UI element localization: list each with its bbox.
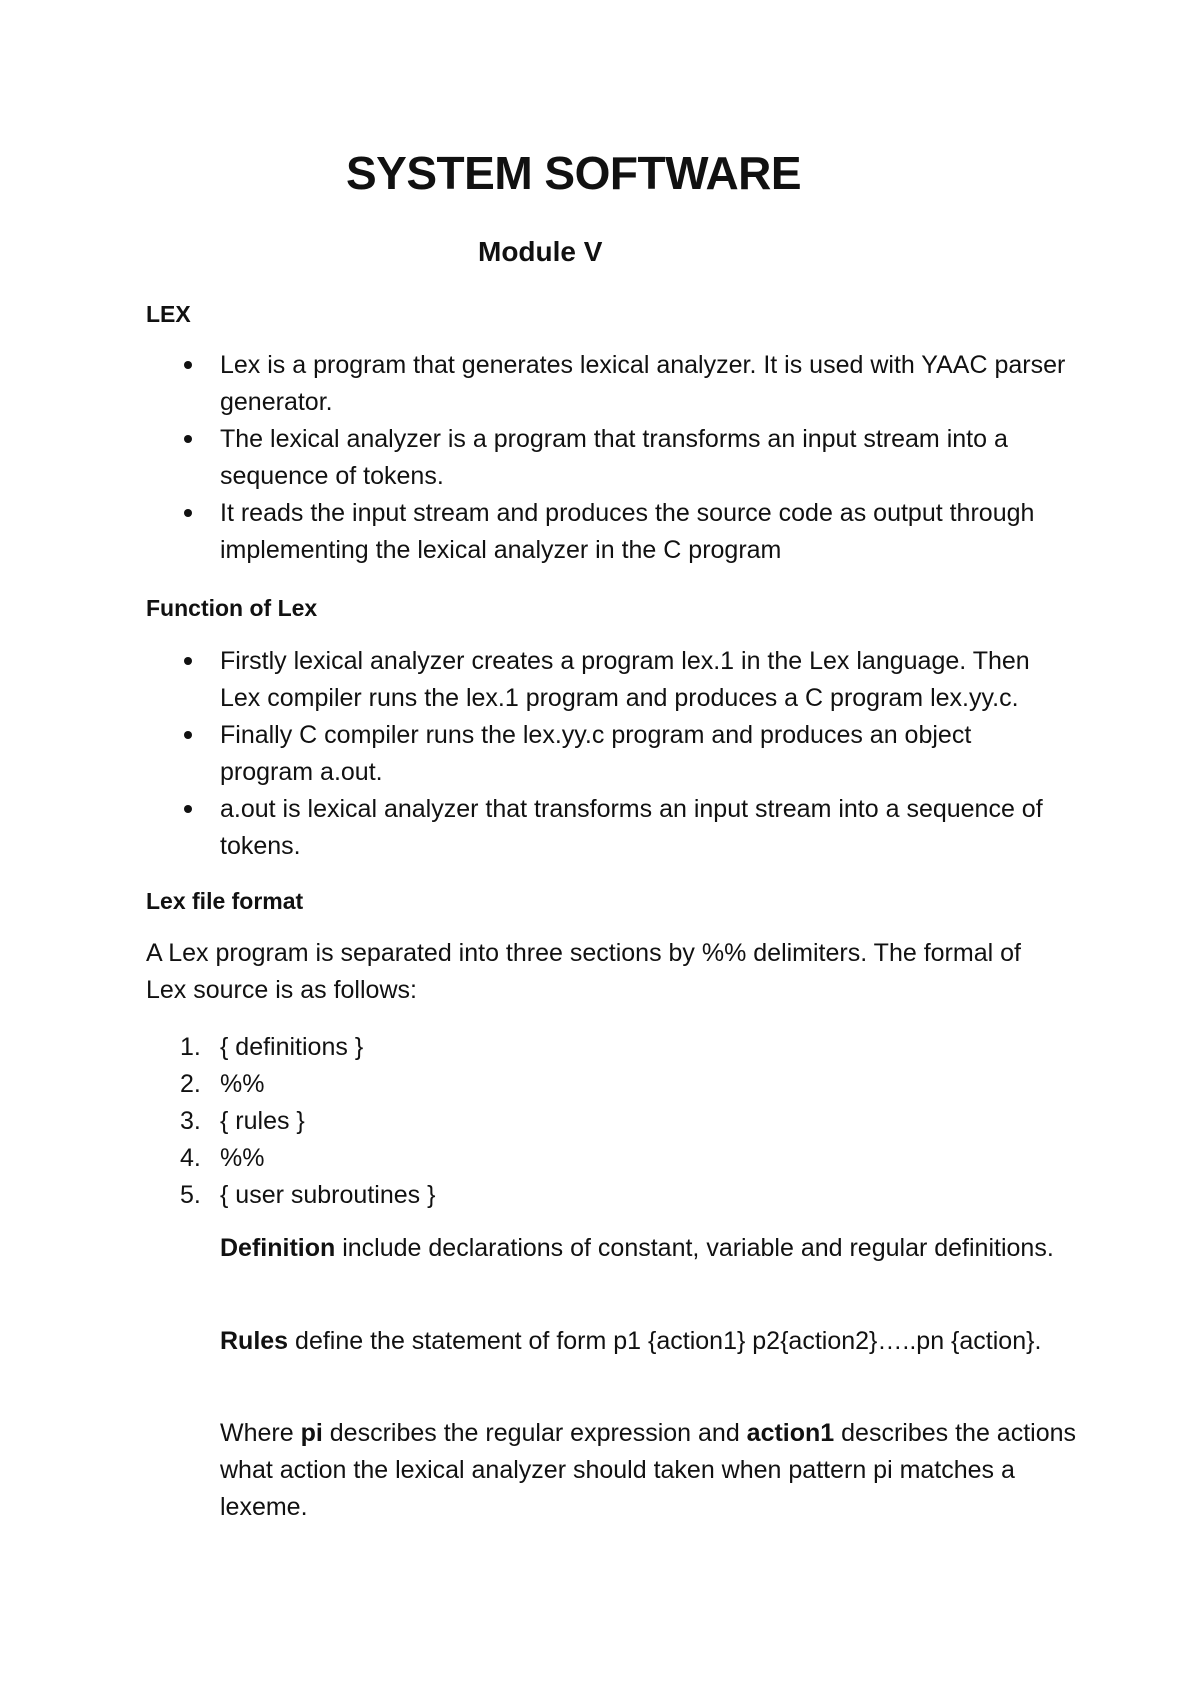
lex-heading: LEX — [146, 301, 191, 327]
list-item — [146, 643, 1066, 717]
list-item-text: a.out is lexical analyzer that transforms an input stream into a sequence of tokens. — [220, 795, 1043, 860]
list-number: 5. — [180, 1181, 201, 1209]
list-item-text: Finally C compiler runs the lex.yy.c program and produces an object program a.out. — [220, 721, 972, 786]
lex-bullet-list — [146, 347, 1066, 569]
definition-paragraph — [220, 1230, 1080, 1267]
list-item — [146, 495, 1066, 569]
bullet-icon — [184, 731, 192, 739]
where-paragraph — [220, 1415, 1080, 1526]
bullet-icon — [184, 657, 192, 665]
bullet-icon — [184, 361, 192, 369]
pi-term: pi — [300, 1419, 323, 1447]
list-number: 1. — [180, 1033, 201, 1061]
rules-paragraph — [220, 1323, 1080, 1360]
list-item — [146, 1140, 1066, 1177]
list-item-text: The lexical analyzer is a program that transforms an input stream into a sequence of tokens. — [220, 425, 1008, 490]
list-item-text: It reads the input stream and produces the source code as output through implementing the lexical analyzer in the C program — [220, 499, 1035, 564]
list-item — [146, 1103, 1066, 1140]
list-item-text: { rules } — [220, 1107, 305, 1135]
rules-text: define the statement of form p1 {action1} p2{action2}…..pn {action}. — [288, 1327, 1042, 1355]
list-item-text: %% — [220, 1144, 265, 1172]
list-item-text: %% — [220, 1070, 265, 1098]
bullet-icon — [184, 435, 192, 443]
list-item-text: { definitions } — [220, 1033, 364, 1061]
format-intro: A Lex program is separated into three sections by %% delimiters. The formal of Lex source is as follows: — [146, 939, 1021, 1004]
list-item — [146, 717, 1066, 791]
list-item — [146, 1177, 1066, 1214]
list-item-text: { user subroutines } — [220, 1181, 436, 1209]
bullet-icon — [184, 509, 192, 517]
list-number: 2. — [180, 1070, 201, 1098]
list-item-text: Lex is a program that generates lexical analyzer. It is used with YAAC parser generator. — [220, 351, 1066, 416]
list-item — [146, 791, 1066, 865]
action1-term: action1 — [746, 1419, 835, 1447]
list-item — [146, 421, 1066, 495]
document-title: SYSTEM SOFTWARE — [346, 147, 802, 199]
where-suffix: describes the actions what action the lexical analyzer should taken when pattern pi matches a lexeme. — [220, 1419, 1076, 1521]
definition-term: Definition — [220, 1234, 336, 1262]
where-middle: describes the regular expression and — [322, 1419, 747, 1447]
list-number: 3. — [180, 1107, 201, 1135]
list-item — [146, 1029, 1066, 1066]
list-item — [146, 347, 1066, 421]
where-prefix: Where — [220, 1419, 301, 1447]
format-heading: Lex file format — [146, 888, 304, 914]
bullet-icon — [184, 805, 192, 813]
definition-text: include declarations of constant, variable and regular definitions. — [335, 1234, 1054, 1262]
rules-term: Rules — [220, 1327, 289, 1355]
function-heading: Function of Lex — [146, 595, 318, 621]
list-item-text: Firstly lexical analyzer creates a program lex.1 in the Lex language. Then Lex compiler runs the lex.1 program and produces a C program lex.yy.c. — [220, 647, 1030, 712]
function-bullet-list — [146, 643, 1066, 865]
format-numbered-list — [146, 1029, 1066, 1214]
module-subtitle: Module V — [478, 236, 603, 267]
list-number: 4. — [180, 1144, 201, 1172]
list-item — [146, 1066, 1066, 1103]
